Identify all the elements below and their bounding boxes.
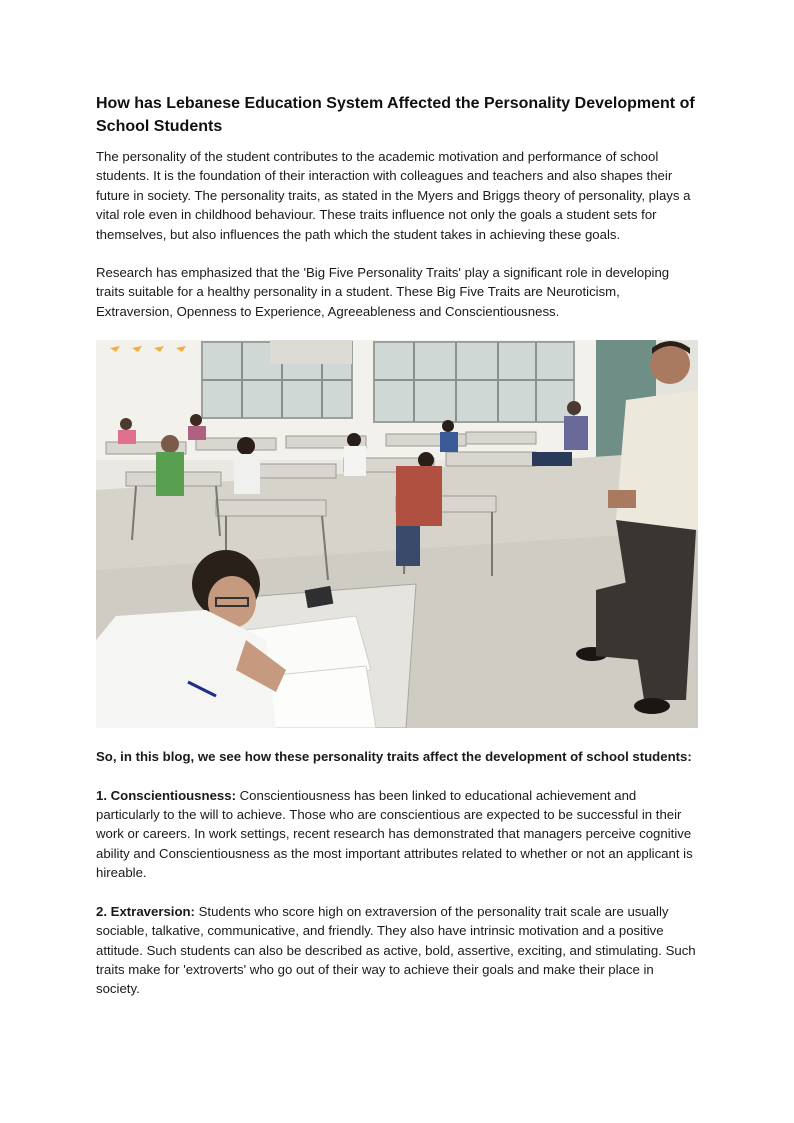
trait-label: 2. Extraversion: — [96, 903, 195, 919]
trait-text: Students who score high on extraversion of the personality trait scale are usually sociable, talkative, communicative, and friendly. They also have intrinsic motivation and a positive attitude. Such students can also be described as active, bold, assertive, exciting, and stimulating. Such traits make for 'extroverts' who go out of their way to achieve their goals and make their place in society. — [96, 903, 696, 997]
intro-paragraph-1: The personality of the student contributes to the academic motivation and performance of school students. It is the foundation of their interaction with colleagues and teachers and also shapes their future in society. The personality traits, as stated in the Myers and Briggs theory of personality, plays a vital role even in childhood behaviour. These traits influence not only the goals a student sets for themselves, but also influences the path which the student takes in achieving these goals. — [96, 149, 691, 242]
windows — [202, 342, 574, 422]
trait-conscientiousness — [96, 786, 698, 883]
trait-label: 1. Conscientiousness: — [96, 787, 236, 803]
article-title: How has Lebanese Education System Affected the Personality Development of School Students — [96, 95, 695, 135]
document-page — [96, 92, 698, 1018]
section-heading: So, in this blog, we see how these personality traits affect the development of school students: — [96, 749, 692, 765]
classroom-exam-photo — [96, 340, 698, 728]
trait-extraversion — [96, 902, 698, 999]
trait-text: Conscientiousness has been linked to educational achievement and particularly to the will to achieve. Those who are conscientious are expected to be successful in their work or careers. In work settings, recent research has demonstrated that managers perceive cognitive ability and Conscientiousness as the most important attributes related to whether or not an applicant is hireable. — [96, 787, 693, 881]
intro-paragraph-2: Research has emphasized that the 'Big Five Personality Traits' play a significant role in developing traits suitable for a healthy personality in a student. These Big Five Traits are Neuroticism, Extraversion, Openness to Experience, Agreeableness and Conscientiousness. — [96, 265, 670, 319]
